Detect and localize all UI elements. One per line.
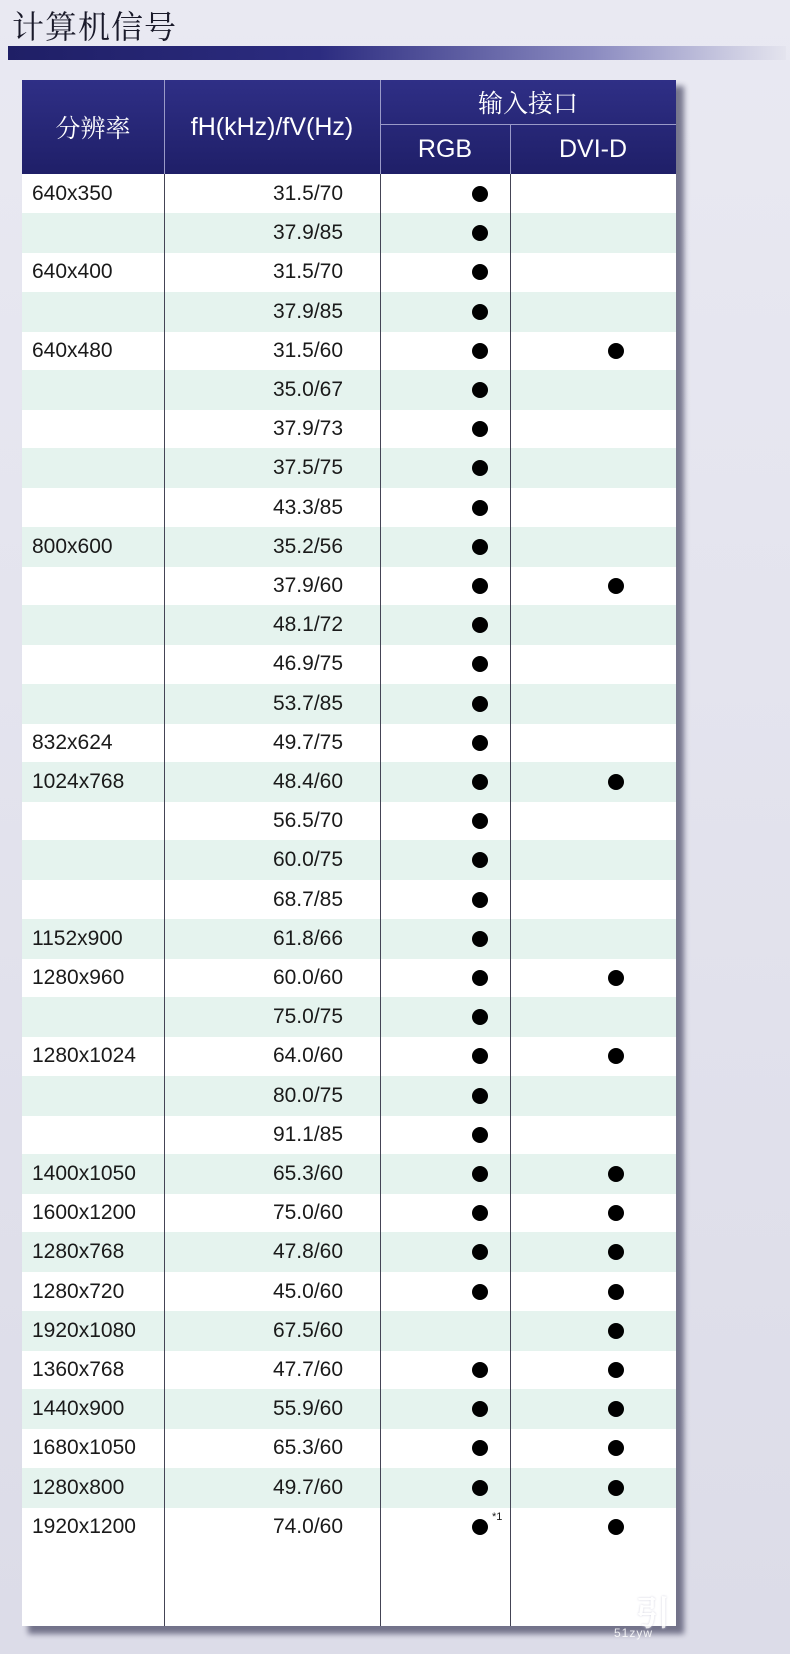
table-row (22, 1115, 676, 1155)
rgb-supported-dot-icon (472, 460, 488, 476)
table-row (22, 723, 676, 763)
title-underline-bar (8, 46, 786, 60)
resolution-cell: 1280x960 (32, 966, 125, 989)
resolution-cell: 1280x720 (32, 1279, 125, 1303)
rgb-supported-dot-icon (472, 617, 488, 633)
table-row (22, 1076, 676, 1116)
footnote-mark: *1 (492, 1510, 503, 1523)
frequency-cell: 46.9/75 (272, 652, 344, 676)
rgb-supported-dot-icon (472, 1401, 488, 1417)
column-divider (510, 174, 511, 1626)
rgb-supported-dot-icon (472, 735, 488, 751)
resolution-cell: 640x400 (32, 260, 113, 284)
dvi-supported-dot-icon (608, 1284, 624, 1300)
dvi-supported-dot-icon (608, 1323, 624, 1339)
rgb-supported-dot-icon (472, 500, 488, 516)
table-row (22, 1311, 676, 1351)
rgb-supported-dot-icon (472, 970, 488, 986)
frequency-cell: 48.1/72 (272, 613, 344, 637)
table-row (22, 605, 676, 645)
resolution-cell: 1920x1200 (32, 1514, 136, 1538)
resolution-cell: 1024x768 (32, 770, 125, 793)
frequency-cell: 67.5/60 (272, 1318, 344, 1342)
dvi-supported-dot-icon (608, 1519, 624, 1535)
table-row (22, 448, 676, 488)
dvi-supported-dot-icon (608, 970, 624, 986)
rgb-supported-dot-icon (472, 539, 488, 555)
dvi-supported-dot-icon (608, 1244, 624, 1260)
header-frequency: fH(kHz)/fV(Hz) (190, 112, 354, 141)
header-divider (380, 80, 381, 174)
rgb-supported-dot-icon (472, 696, 488, 712)
frequency-cell: 37.9/85 (272, 299, 344, 323)
rgb-supported-dot-icon (472, 225, 488, 241)
table-row (22, 958, 676, 998)
header-rgb: RGB (417, 134, 473, 163)
rgb-supported-dot-icon (472, 304, 488, 320)
resolution-cell (32, 448, 182, 488)
rgb-supported-dot-icon (472, 656, 488, 672)
column-divider (164, 174, 165, 1626)
frequency-cell: 74.0/60 (272, 1514, 344, 1538)
header-divider (510, 124, 511, 174)
table-row (22, 488, 676, 528)
rgb-supported-dot-icon (472, 774, 488, 790)
frequency-cell: 35.2/56 (272, 534, 344, 558)
rgb-supported-dot-icon (472, 1244, 488, 1260)
signal-table (22, 80, 676, 1626)
table-row (22, 331, 676, 371)
table-row (22, 919, 676, 959)
frequency-cell: 56.5/70 (272, 809, 344, 833)
watermark-text: 引 (636, 1595, 670, 1633)
table-row (22, 1036, 676, 1076)
rgb-supported-dot-icon (472, 1440, 488, 1456)
table-row (22, 684, 676, 724)
table-row (22, 370, 676, 410)
table-row (22, 292, 676, 332)
rgb-supported-dot-icon (472, 1166, 488, 1182)
frequency-cell: 60.0/75 (272, 848, 344, 872)
rgb-supported-dot-icon (472, 1127, 488, 1143)
rgb-supported-dot-icon (472, 264, 488, 280)
resolution-cell (32, 997, 182, 1037)
resolution-cell (32, 566, 182, 606)
resolution-cell (32, 1115, 182, 1155)
resolution-cell (32, 840, 182, 880)
resolution-cell (32, 292, 182, 332)
resolution-cell (32, 880, 182, 920)
frequency-cell: 64.0/60 (272, 1044, 344, 1068)
table-row (22, 1507, 676, 1547)
frequency-cell: 37.9/73 (272, 417, 344, 441)
rgb-supported-dot-icon (472, 1519, 488, 1535)
resolution-cell: 1152x900 (32, 926, 123, 950)
table-row (22, 762, 676, 802)
header-input-group: 输入接口 (477, 90, 578, 118)
resolution-cell (32, 1076, 182, 1116)
rgb-supported-dot-icon (472, 343, 488, 359)
resolution-cell: 1920x1080 (32, 1318, 136, 1342)
dvi-supported-dot-icon (608, 1048, 624, 1064)
table-row (22, 174, 676, 214)
frequency-cell: 65.3/60 (272, 1436, 344, 1460)
table-row (22, 1350, 676, 1390)
table-row (22, 1232, 676, 1272)
rgb-supported-dot-icon (472, 931, 488, 947)
frequency-cell: 35.0/67 (272, 378, 344, 401)
header-resolution: 分辨率 (55, 115, 131, 143)
frequency-cell: 75.0/60 (272, 1201, 344, 1225)
dvi-supported-dot-icon (608, 1440, 624, 1456)
resolution-cell: 1280x800 (32, 1475, 125, 1499)
resolution-cell (32, 409, 182, 449)
resolution-cell (32, 684, 182, 724)
frequency-cell: 53.7/85 (272, 691, 344, 715)
dvi-supported-dot-icon (608, 1205, 624, 1221)
rgb-supported-dot-icon (472, 1284, 488, 1300)
table-row (22, 840, 676, 880)
table-row (22, 213, 676, 253)
resolution-cell (32, 605, 182, 645)
rgb-supported-dot-icon (472, 852, 488, 868)
table-row (22, 1468, 676, 1508)
rgb-supported-dot-icon (472, 1362, 488, 1378)
frequency-cell: 80.0/75 (272, 1083, 344, 1107)
frequency-cell: 37.9/85 (272, 221, 344, 245)
dvi-supported-dot-icon (608, 1362, 624, 1378)
frequency-cell: 31.5/70 (272, 260, 344, 284)
table-row (22, 801, 676, 841)
rgb-supported-dot-icon (472, 186, 488, 202)
resolution-cell: 832x624 (32, 730, 113, 754)
table-row (22, 527, 676, 567)
watermark-url: 51zyw (614, 1626, 654, 1640)
frequency-cell: 47.8/60 (272, 1240, 344, 1264)
resolution-cell: 1440x900 (32, 1397, 125, 1421)
header-dvi: DVI-D (558, 134, 628, 163)
resolution-cell: 1400x1050 (32, 1162, 136, 1185)
table-row (22, 644, 676, 684)
dvi-supported-dot-icon (608, 1480, 624, 1496)
rgb-supported-dot-icon (472, 1205, 488, 1221)
resolution-cell: 1680x1050 (32, 1436, 136, 1460)
rgb-supported-dot-icon (472, 1009, 488, 1025)
rgb-supported-dot-icon (472, 813, 488, 829)
resolution-cell: 640x480 (32, 338, 113, 362)
frequency-cell: 60.0/60 (272, 966, 344, 989)
frequency-cell: 45.0/60 (272, 1279, 344, 1303)
table-row (22, 1193, 676, 1233)
frequency-cell: 31.5/70 (272, 182, 344, 205)
resolution-cell: 1360x768 (32, 1358, 125, 1381)
resolution-cell (32, 370, 182, 410)
column-divider (380, 174, 381, 1626)
rgb-supported-dot-icon (472, 1480, 488, 1496)
frequency-cell: 43.3/85 (272, 495, 344, 519)
frequency-cell: 48.4/60 (272, 770, 344, 793)
frequency-cell: 61.8/66 (272, 926, 344, 950)
frequency-cell: 49.7/60 (272, 1475, 344, 1499)
header-divider (164, 80, 165, 174)
header-divider (380, 124, 676, 125)
rgb-supported-dot-icon (472, 421, 488, 437)
rgb-supported-dot-icon (472, 892, 488, 908)
frequency-cell: 37.5/75 (272, 456, 344, 480)
frequency-cell: 55.9/60 (272, 1397, 344, 1421)
resolution-cell: 800x600 (32, 534, 113, 558)
table-row (22, 880, 676, 920)
table-row (22, 566, 676, 606)
frequency-cell: 68.7/85 (272, 887, 344, 911)
table-row (22, 1154, 676, 1194)
page-title: 计算机信号 (12, 8, 178, 46)
frequency-cell: 31.5/60 (272, 338, 344, 362)
table-row (22, 1272, 676, 1312)
resolution-cell (32, 213, 182, 253)
resolution-cell (32, 644, 182, 684)
table-row (22, 252, 676, 292)
frequency-cell: 49.7/75 (272, 730, 344, 754)
dvi-supported-dot-icon (608, 1401, 624, 1417)
frequency-cell: 65.3/60 (272, 1162, 344, 1185)
rgb-supported-dot-icon (472, 578, 488, 594)
frequency-cell: 91.1/85 (272, 1122, 344, 1146)
resolution-cell: 1280x1024 (32, 1044, 136, 1068)
resolution-cell: 1600x1200 (32, 1201, 136, 1225)
dvi-supported-dot-icon (608, 1166, 624, 1182)
rgb-supported-dot-icon (472, 1048, 488, 1064)
resolution-cell (32, 801, 182, 841)
watermark-logo (606, 1586, 776, 1642)
table-row (22, 1428, 676, 1468)
table-row (22, 997, 676, 1037)
table-row (22, 409, 676, 449)
frequency-cell: 37.9/60 (272, 574, 344, 597)
table-row (22, 1389, 676, 1429)
frequency-cell: 47.7/60 (272, 1358, 344, 1381)
dvi-supported-dot-icon (608, 774, 624, 790)
frequency-cell: 75.0/75 (272, 1005, 344, 1029)
table-header (22, 80, 676, 174)
resolution-cell: 640x350 (32, 182, 113, 205)
rgb-supported-dot-icon (472, 382, 488, 398)
rgb-supported-dot-icon (472, 1088, 488, 1104)
resolution-cell (32, 488, 182, 528)
resolution-cell: 1280x768 (32, 1240, 125, 1264)
dvi-supported-dot-icon (608, 343, 624, 359)
dvi-supported-dot-icon (608, 578, 624, 594)
